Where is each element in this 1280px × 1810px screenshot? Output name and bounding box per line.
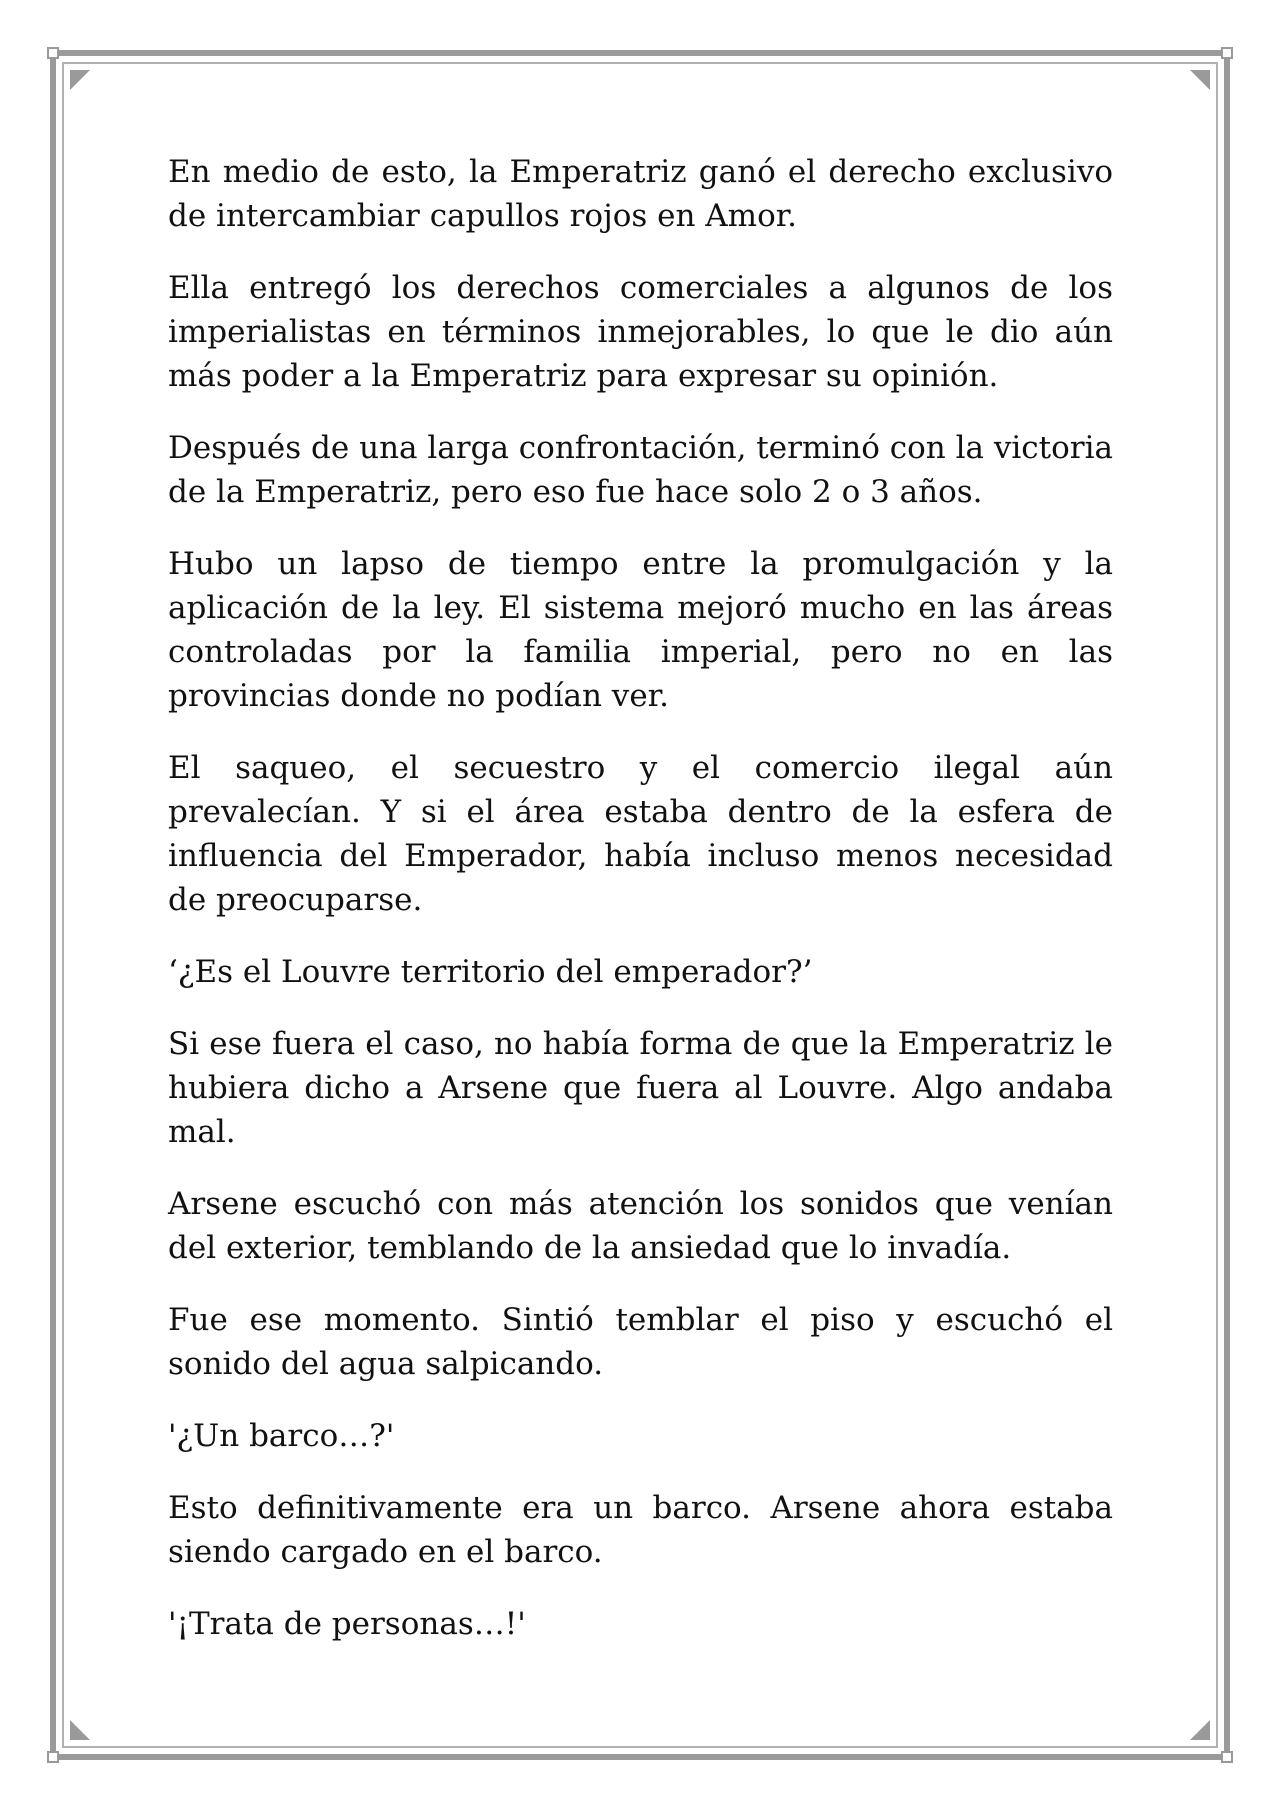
paragraph: Fue ese momento. Sintió temblar el piso y escuchó el sonido del agua salpicando.: [168, 1302, 1113, 1382]
corner-ornament-bottom-right: [1190, 1720, 1210, 1740]
corner-ornament-top-left: [70, 70, 90, 90]
paragraph: Ella entregó los derechos comerciales a algunos de los imperialistas en términos inmejorables, lo que le dio aún más poder a la Emperatriz para expresar su opinión.: [168, 270, 1113, 394]
paragraph: ‘¿Es el Louvre territorio del emperador?’: [168, 954, 813, 990]
paragraph: En medio de esto, la Emperatriz ganó el derecho exclusivo de intercambiar capullos rojos en Amor.: [168, 154, 1113, 234]
paragraph: Si ese fuera el caso, no había forma de que la Emperatriz le hubiera dicho a Arsene que fuera al Louvre. Algo andaba mal.: [168, 1026, 1113, 1150]
paragraph: '¿Un barco…?': [168, 1418, 395, 1454]
paragraph: Arsene escuchó con más atención los sonidos que venían del exterior, temblando de la ansiedad que lo invadía.: [168, 1186, 1113, 1266]
paragraph: El saqueo, el secuestro y el comercio ilegal aún prevalecían. Y si el área estaba dentro de la esfera de influencia del Emperador, había incluso menos necesidad de preocuparse.: [168, 750, 1113, 918]
corner-knob-bottom-right: [1221, 1751, 1233, 1763]
paragraph: Hubo un lapso de tiempo entre la promulgación y la aplicación de la ley. El sistema mejoró mucho en las áreas controladas por la familia imperial, pero no en las provincias donde no podían ver.: [168, 546, 1113, 714]
corner-ornament-bottom-left: [70, 1720, 90, 1740]
corner-knob-top-right: [1221, 47, 1233, 59]
paragraph: Esto definitivamente era un barco. Arsene ahora estaba siendo cargado en el barco.: [168, 1490, 1113, 1570]
corner-knob-bottom-left: [47, 1751, 59, 1763]
corner-knob-top-left: [47, 47, 59, 59]
corner-ornament-top-right: [1190, 70, 1210, 90]
paragraph: '¡Trata de personas…!': [168, 1606, 526, 1642]
document-body: [168, 150, 1113, 1674]
paragraph: Después de una larga confrontación, terminó con la victoria de la Emperatriz, pero eso fue hace solo 2 o 3 años.: [168, 430, 1113, 510]
